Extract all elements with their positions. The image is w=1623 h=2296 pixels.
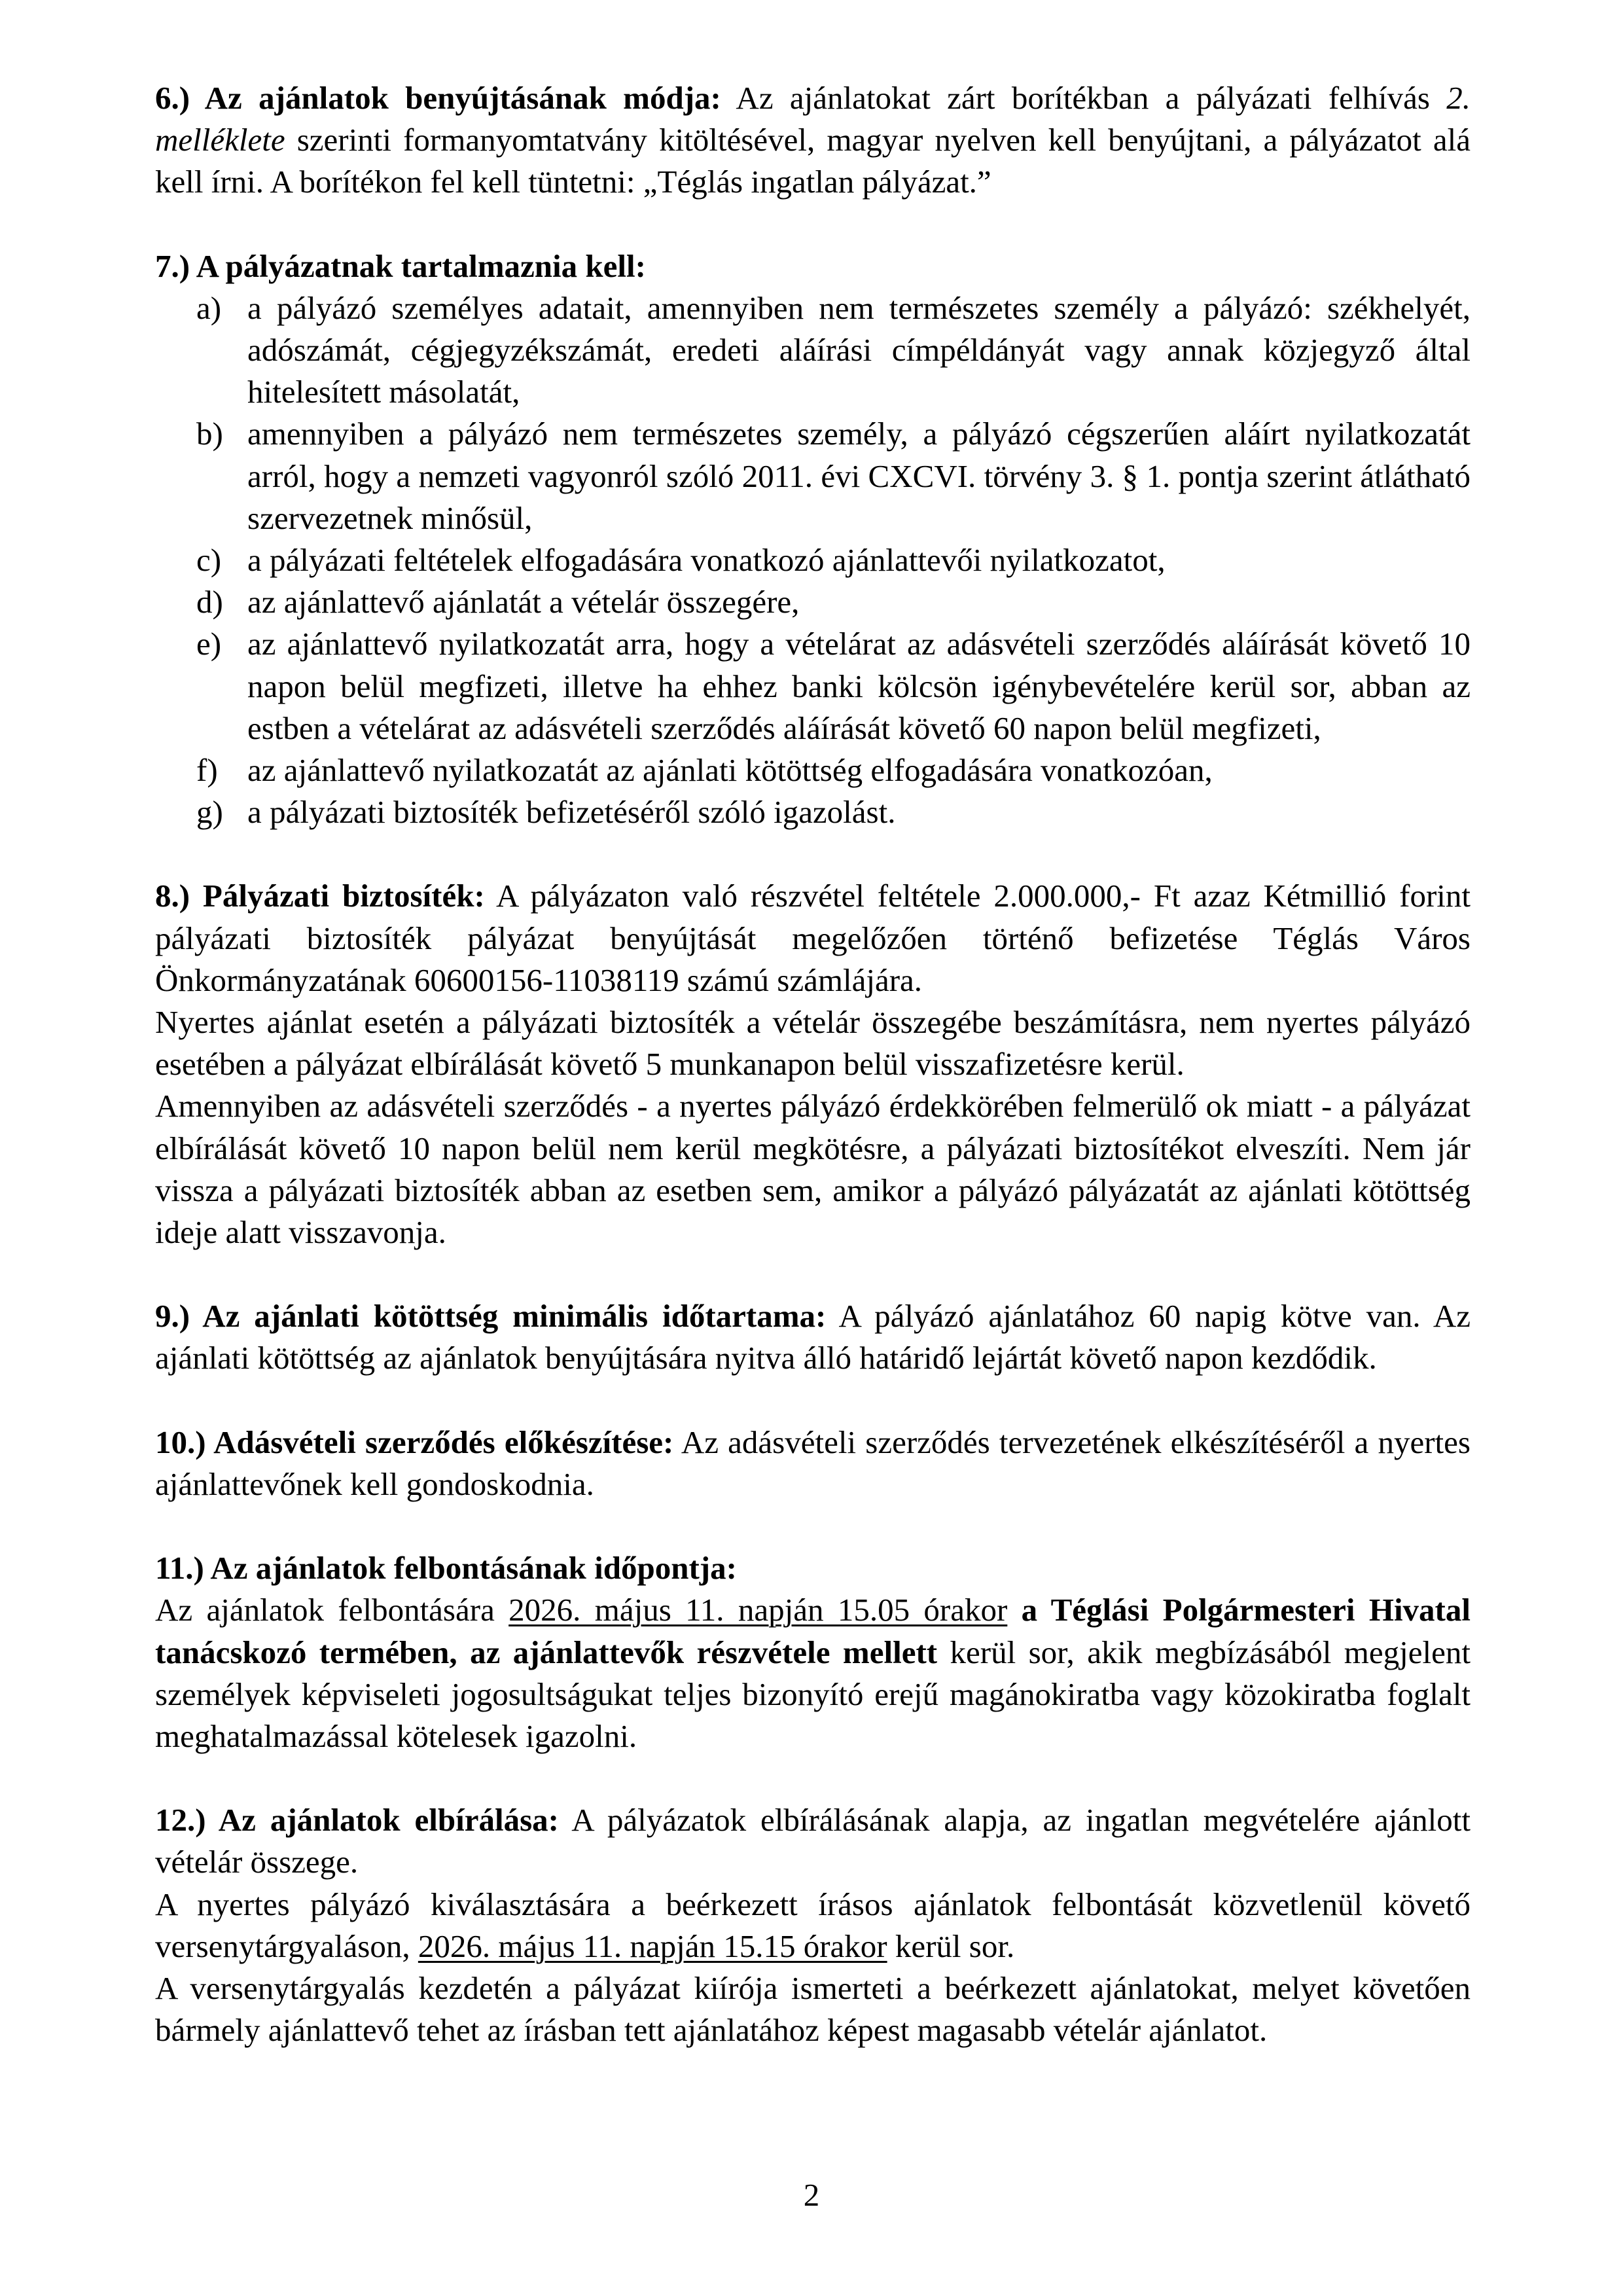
list-item-text: az ajánlattevő nyilatkozatát az ajánlati kötöttség elfogadására vonatkozóan, [247,752,1213,789]
section-12-paragraph-1 [155,1799,1471,1883]
section-11-opening-time [155,1547,1471,1757]
section-8-text: A pályázaton való részvétel feltétele 2.000.000,- Ft azaz Kétmillió forint pályázati biztosíték pályázat benyújtását megelőzően történő befizetése Téglás Város Önkormányzatának 60600156-11038119 számú számlájára. [155,878,1471,998]
section-9-text: A pályázó ajánlatához 60 napig kötve van. Az ajánlati kötöttség az ajánlatok benyújtására nyitva álló határidő lejártát követő napon kezdődik. [155,1298,1471,1376]
list-item [155,287,1471,414]
opening-location: a Téglási Polgármesteri Hivatal tanácskozó termében, az ajánlattevők részvétele mellett [155,1592,1471,1670]
required-contents-list [155,287,1471,834]
section-10-text: Az adásvételi szerződés tervezetének elkészítéséről a nyertes ajánlattevőnek kell gondoskodnia. [155,1424,1471,1502]
spacer [155,833,1471,875]
auction-date: 2026. május 11. napján 15.15 órakor [418,1928,887,1964]
section-12-paragraph-2 [155,1884,1471,1967]
list-item-label: e) [196,626,222,662]
section-7-heading: 7.) A pályázatnak tartalmaznia kell: [155,247,646,284]
section-12-evaluation [155,1799,1471,2051]
section-12-text-2-end: kerül sor. [887,1928,1015,1964]
list-item [155,581,1471,623]
list-item-text: a pályázati feltételek elfogadására vonatkozó ajánlattevői nyilatkozatot, [247,542,1166,579]
section-6-heading: 6.) Az ajánlatok benyújtásának módja: [155,80,721,116]
list-item-label: a) [196,289,222,326]
section-11-text: Az ajánlatok felbontására [155,1592,509,1628]
section-10-heading: 10.) Adásvételi szerződés előkészítése: [155,1424,674,1460]
list-item [155,791,1471,833]
section-11-paragraph [155,1589,1471,1757]
list-item-label: c) [196,542,222,579]
section-12-heading: 12.) Az ajánlatok elbírálása: [155,1802,560,1839]
opening-date: 2026. május 11. napján 15.05 órakor [508,1592,1008,1628]
section-8-tender-deposit [155,875,1471,1253]
section-9-binding-period [155,1295,1471,1379]
section-11-text-continued: kerül sor, akik megbízásából megjelent személyek képviseleti jogosultságukat teljes bizonyító erejű magánokiratba vagy közokiratba foglalt meghatalmazással kötelesek igazolni. [155,1634,1471,1754]
list-item [155,623,1471,749]
section-8-heading: 8.) Pályázati biztosíték: [155,878,485,914]
spacer [155,1253,1471,1295]
list-item-label: g) [196,794,223,831]
list-item-text: a pályázó személyes adatait, amennyiben nem természetes személy a pályázó: székhelyét, adószámát, cégjegyzékszámát, eredeti aláírási címpéldányát vagy annak közjegyző által hitelesített másolatát, [247,289,1471,410]
section-10-paragraph [155,1422,1471,1505]
list-item-label: f) [196,752,218,789]
spacer [155,1505,1471,1547]
section-9-paragraph [155,1295,1471,1379]
page-number: 2 [803,2177,820,2213]
section-10-contract-preparation [155,1422,1471,1505]
list-item-text: az ajánlattevő ajánlatát a vételár összegére, [247,584,800,620]
section-12-text-2: A nyertes pályázó kiválasztására a beérkezett írásos ajánlatok felbontását közvetlenül követő versenytárgyaláson, [155,1886,1471,1964]
list-item [155,749,1471,791]
section-7-required-contents [155,245,1471,834]
section-8-paragraph-2: Nyertes ajánlat esetén a pályázati biztosíték a vételár összegébe beszámításra, nem nyertes pályázó esetében a pályázat elbírálását követő 5 munkanapon belül visszafizetésre kerül. [155,1004,1471,1083]
section-8-paragraph-3: Amennyiben az adásvételi szerződés - a nyertes pályázó érdekkörében felmerülő ok miatt - a pályázat elbírálását követő 10 napon belül nem kerül megkötésre, a pályázati biztosítékot elveszíti. Nem jár vissza a pályázati biztosíték abban az esetben sem, amikor a pályázó pályázatát az ajánlati kötöttség ideje alatt visszavonja. [155,1088,1471,1251]
list-item-text: a pályázati biztosíték befizetéséről szóló igazolást. [247,794,896,831]
list-item-text: az ajánlattevő nyilatkozatát arra, hogy a vételárat az adásvételi szerződés aláírását követő 10 napon belül megfizeti, illetve ha ehhez banki kölcsön igénybevételére kerül sor, abban az estben a vételárat az adásvételi szerződés aláírását követő 60 napon belül megfizeti, [247,626,1471,746]
spacer [155,204,1471,245]
section-8-paragraph-1 [155,875,1471,1001]
section-6-text: Az ajánlatokat zárt borítékban a pályázati felhívás [721,80,1447,116]
spacer [155,1757,1471,1799]
annex-reference: 2. melléklete [155,80,1471,158]
list-item-label: d) [196,584,223,620]
list-item [155,539,1471,581]
section-6-submission-method [155,77,1471,204]
section-12-text: A pályázatok elbírálásának alapja, az ingatlan megvételére ajánlott vételár összege. [155,1802,1471,1880]
section-6-paragraph [155,77,1471,204]
list-item-text: amennyiben a pályázó nem természetes személy, a pályázó cégszerűen aláírt nyilatkozatát arról, hogy a nemzeti vagyonról szóló 2011. évi CXCVI. törvény 3. § 1. pontja szerint átlátható szervezetnek minősül, [247,416,1471,536]
section-11-heading: 11.) Az ajánlatok felbontásának időpontja: [155,1550,737,1587]
section-12-paragraph-3: A versenytárgyalás kezdetén a pályázat kiírója ismerteti a beérkezett ajánlatokat, melyet követően bármely ajánlattevő tehet az írásban tett ajánlatához képest magasabb vételár ajánlatot. [155,1969,1471,2049]
spacer [155,1380,1471,1422]
list-item-label: b) [196,416,223,452]
section-6-text-continued: szerinti formanyomtatvány kitöltésével, magyar nyelven kell benyújtani, a pályázatot alá kell írni. A borítékon fel kell tüntetni: „Téglás ingatlan pályázat.” [155,122,1471,200]
section-9-heading: 9.) Az ajánlati kötöttség minimális időtartama: [155,1298,827,1335]
list-item [155,413,1471,539]
document-page [155,77,1471,2051]
